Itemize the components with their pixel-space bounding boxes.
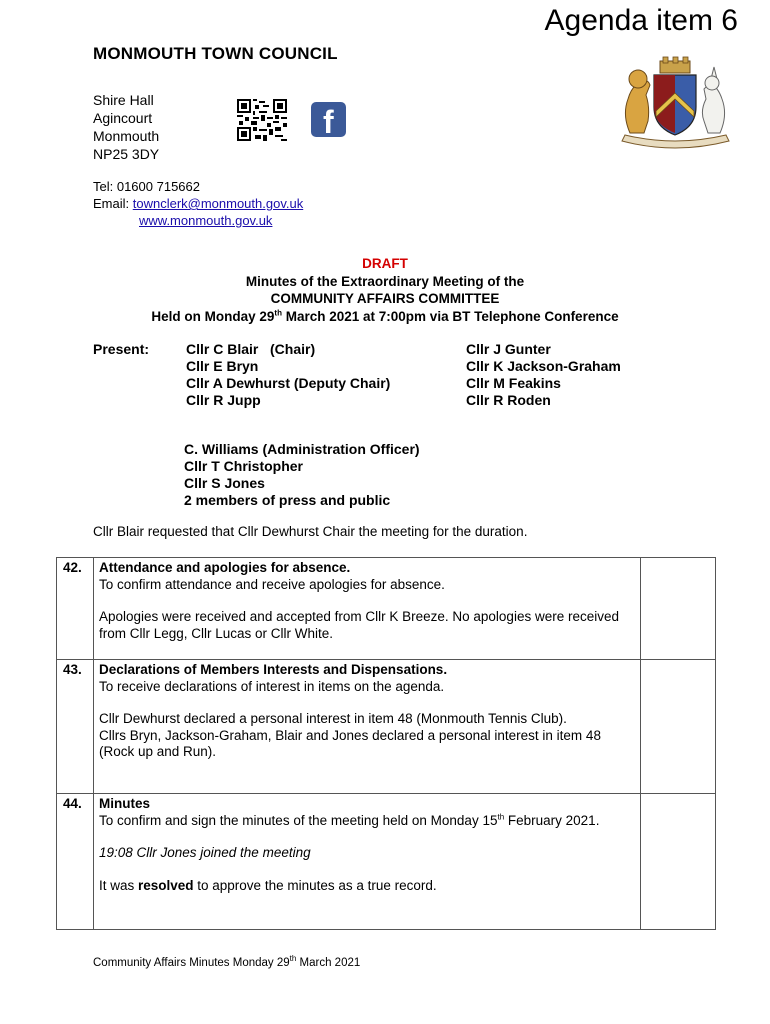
agenda-item-label: Agenda item 6 xyxy=(544,4,738,37)
contact-block xyxy=(93,178,303,229)
telephone: Tel: 01600 715662 xyxy=(93,179,200,194)
item-text: To receive declarations of interest in items on the agenda. xyxy=(98,678,445,694)
item-text: Cllrs Bryn, Jackson-Graham, Blair and Jones declared a personal interest in item 48 (Rock up and Run). xyxy=(98,727,601,759)
attendee: Cllr E Bryn xyxy=(186,358,259,374)
table-row xyxy=(57,558,716,660)
attendee: Cllr S Jones xyxy=(184,475,265,491)
attendee: Cllr R Roden xyxy=(466,392,551,408)
item-number: 42. xyxy=(57,558,94,660)
item-content xyxy=(93,794,640,930)
page-footer: Community Affairs Minutes Monday 29th March 2021 xyxy=(93,954,361,969)
item-text: To confirm attendance and receive apologies for absence. xyxy=(98,576,445,592)
attendee: Cllr J Gunter xyxy=(466,341,551,357)
also-attending-list xyxy=(184,441,420,509)
email-label: Email: xyxy=(93,196,133,211)
item-text: It was resolved to approve the minutes as a true record. xyxy=(98,877,437,893)
attendee: Cllr K Jackson-Graham xyxy=(466,358,621,374)
present-list-left xyxy=(186,341,390,409)
qr-code-icon[interactable] xyxy=(237,99,287,141)
present-list-right xyxy=(466,341,621,409)
item-title: Declarations of Members Interests and Dispensations. xyxy=(98,662,448,677)
item-number: 44. xyxy=(57,794,94,930)
item-content xyxy=(93,558,640,660)
action-cell xyxy=(641,794,716,930)
address-line: Shire Hall xyxy=(93,92,154,108)
address-line: NP25 3DY xyxy=(93,146,160,162)
minutes-heading xyxy=(0,255,770,325)
item-title: Attendance and apologies for absence. xyxy=(98,560,351,575)
present-label: Present: xyxy=(93,341,150,357)
action-cell xyxy=(641,558,716,660)
heading-line-1: Minutes of the Extraordinary Meeting of the xyxy=(245,273,525,289)
table-row xyxy=(57,794,716,930)
attendee: Cllr A Dewhurst (Deputy Chair) xyxy=(186,375,391,391)
attendee: Cllr T Christopher xyxy=(184,458,304,474)
website-link[interactable]: www.monmouth.gov.uk xyxy=(139,213,273,228)
item-text: Apologies were received and accepted from Cllr K Breeze. No apologies were received from Cllr Legg, Cllr Lucas or Cllr White. xyxy=(98,609,619,641)
website-row xyxy=(93,212,303,229)
attendee: C. Williams (Administration Officer) xyxy=(184,441,420,457)
item-title: Minutes xyxy=(98,796,150,811)
email-link[interactable]: townclerk@monmouth.gov.uk xyxy=(132,196,304,211)
item-content xyxy=(93,660,640,794)
attendee: 2 members of press and public xyxy=(184,492,391,508)
item-number: 43. xyxy=(57,660,94,794)
action-cell xyxy=(641,660,716,794)
committee-name: COMMUNITY AFFAIRS COMMITTEE xyxy=(270,291,500,306)
email-row xyxy=(93,195,303,212)
minutes-table xyxy=(56,557,716,930)
item-text: 19:08 Cllr Jones joined the meeting xyxy=(98,845,311,860)
address-line: Agincourt xyxy=(93,110,153,126)
table-row xyxy=(57,660,716,794)
chair-note: Cllr Blair requested that Cllr Dewhurst Chair the meeting for the duration. xyxy=(93,524,528,539)
attendee: Cllr C Blair (Chair) xyxy=(186,341,316,357)
address-block xyxy=(93,91,159,163)
draft-label: DRAFT xyxy=(362,256,408,271)
attendee: Cllr M Feakins xyxy=(466,375,561,391)
meeting-date-line: Held on Monday 29th March 2021 at 7:00pm via BT Telephone Conference xyxy=(151,308,619,324)
coat-of-arms-icon xyxy=(612,55,739,152)
attendee: Cllr R Jupp xyxy=(186,392,261,408)
item-text: To confirm and sign the minutes of the meeting held on Monday 15th February 2021. xyxy=(98,812,600,828)
item-text: Cllr Dewhurst declared a personal interest in item 48 (Monmouth Tennis Club). xyxy=(98,711,567,726)
facebook-icon[interactable]: f xyxy=(311,102,346,137)
council-name: MONMOUTH TOWN COUNCIL xyxy=(93,44,338,63)
address-line: Monmouth xyxy=(93,128,160,144)
